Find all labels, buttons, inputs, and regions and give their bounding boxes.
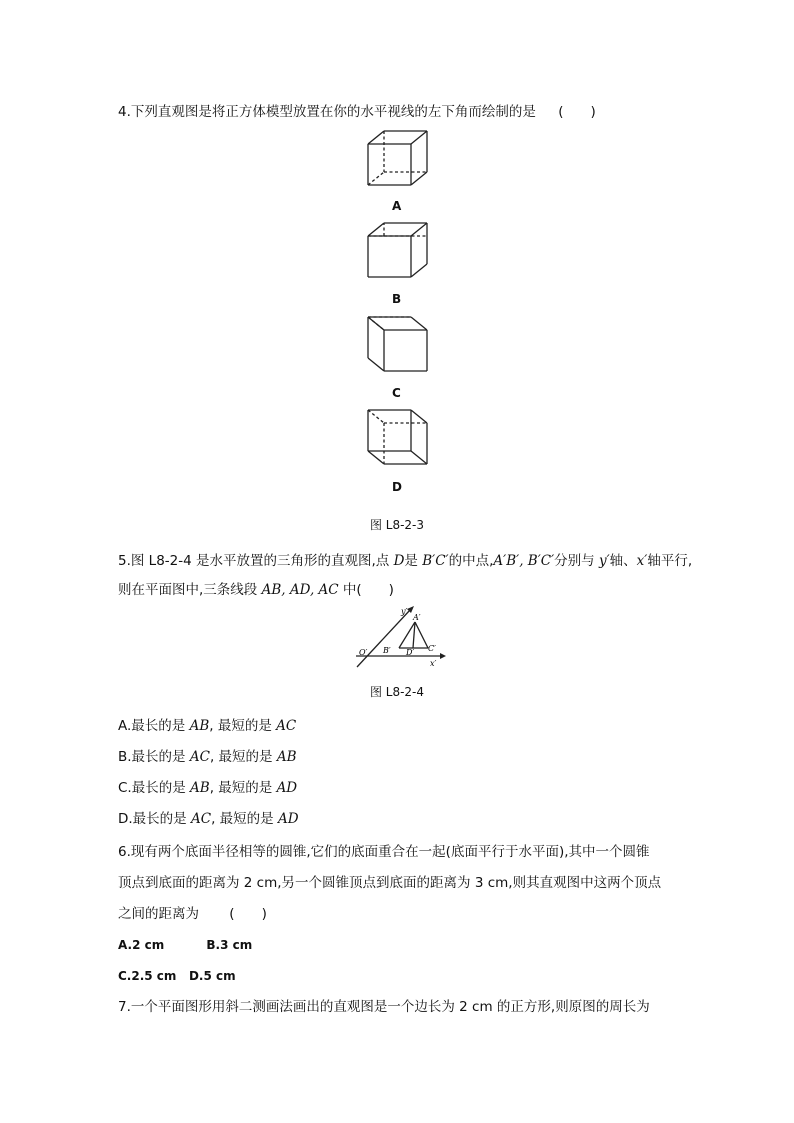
- q4-figure-caption: 图 L8-2-3: [369, 518, 425, 532]
- q5-figure-caption: 图 L8-2-4: [369, 685, 425, 699]
- q5-text: 分别与: [554, 553, 599, 569]
- q5-stem-line2: [118, 581, 394, 599]
- cube-a-hidden-edge: [368, 172, 384, 185]
- q5-option-var: AB: [190, 780, 210, 796]
- y-axis-line: [357, 610, 410, 667]
- q5-text: 轴平行,: [647, 553, 693, 569]
- q5-stem-line1: [118, 552, 692, 570]
- q5-text: 则在平面图中,三条线段: [118, 582, 262, 598]
- fig-label-x: x′: [430, 659, 437, 668]
- q5-text: 的中点,: [448, 553, 494, 569]
- q6-answer-paren: ( ): [229, 906, 267, 922]
- fig-label-o: O′: [359, 648, 368, 657]
- q5-option-text: C.最长的是: [118, 780, 191, 796]
- q5-text: 5.图 L8-2-4 是水平放置的三角形的直观图,点: [118, 553, 394, 569]
- q5-text: 中( ): [338, 582, 394, 598]
- q4-option-b-label: B: [392, 292, 402, 306]
- q6-options-row2: C.2.5 cm D.5 cm: [118, 969, 236, 983]
- q5-point-d: D: [393, 553, 405, 569]
- q5-option-a: [118, 717, 296, 735]
- q5-option-text: , 最短的是: [209, 780, 277, 796]
- q6-options-row1: [118, 936, 252, 954]
- q5-option-text: B.最长的是: [118, 749, 190, 765]
- q5-segment-bc: B′C′: [422, 553, 449, 569]
- q5-option-var: AB: [276, 749, 297, 765]
- q5-option-text: , 最短的是: [209, 749, 277, 765]
- oblique-triangle-figure: [352, 604, 452, 670]
- q5-segments: A′B′, B′C′: [493, 553, 555, 569]
- cube-d-hidden-edge: [368, 410, 384, 423]
- q5-x-axis: x′: [636, 553, 648, 569]
- cube-figure-a: [365, 128, 435, 188]
- q6-option-b: B.3 cm: [206, 938, 253, 952]
- cube-a-edge: [411, 131, 427, 144]
- cube-figure-b: [365, 220, 435, 280]
- x-axis-arrow: [440, 653, 446, 659]
- fig-label-b: B′: [383, 646, 391, 655]
- q6-stem-line1: 6.现有两个底面半径相等的圆锥,它们的底面重合在一起(底面平行于水平面),其中一个圆锥: [118, 844, 650, 860]
- q5-option-b: [118, 748, 297, 766]
- cube-c-edge: [368, 358, 384, 371]
- q4-stem-text: 4.下列直观图是将正方体模型放置在你的水平视线的左下角而绘制的是: [118, 104, 536, 120]
- cube-b-edge: [411, 264, 427, 277]
- q5-option-text: , 最短的是: [211, 811, 278, 827]
- q4-option-d-label: D: [392, 480, 402, 494]
- cube-b-edge: [411, 223, 427, 236]
- q5-option-text: , 最短的是: [209, 718, 277, 734]
- q5-option-text: D.最长的是: [118, 811, 191, 827]
- cube-a-edge: [411, 172, 427, 185]
- q6-stem-line3: [118, 905, 267, 923]
- q5-option-d: [118, 810, 299, 828]
- q5-option-var: AB: [189, 718, 210, 734]
- q5-option-var: AC: [189, 749, 210, 765]
- fig-label-d: D′: [406, 648, 415, 657]
- q6-stem-text: 之间的距离为: [118, 906, 199, 922]
- triangle-side-ac: [415, 622, 428, 648]
- q5-option-var: AC: [190, 811, 212, 827]
- q5-segment-list: AB, AD, AC: [261, 582, 339, 598]
- q5-option-var: AD: [277, 811, 299, 827]
- q6-stem-line2: 顶点到底面的距离为 2 cm,另一个圆锥顶点到底面的距离为 3 cm,则其直观图中这两个顶点: [118, 875, 662, 891]
- cube-d-edge: [411, 410, 427, 423]
- cube-d-edge: [368, 451, 384, 464]
- cube-figure-d: [365, 407, 435, 467]
- q5-option-var: AC: [276, 718, 297, 734]
- cube-b-edge: [368, 223, 384, 236]
- q4-stem: [118, 103, 596, 121]
- q5-text: 轴、: [609, 553, 637, 569]
- cube-figure-c: [365, 314, 435, 374]
- triangle-side-ab: [399, 622, 415, 648]
- q4-option-a-label: A: [392, 199, 402, 213]
- cube-a-edge: [368, 131, 384, 144]
- q5-text: 是: [404, 553, 423, 569]
- q5-option-c: [118, 779, 297, 797]
- fig-label-c: C′: [428, 644, 436, 653]
- q5-option-text: A.最长的是: [118, 718, 190, 734]
- q7-stem-line1: 7.一个平面图形用斜二测画法画出的直观图是一个边长为 2 cm 的正方形,则原图的周长为: [118, 999, 650, 1015]
- q4-answer-paren: ( ): [558, 104, 596, 120]
- q4-option-c-label: C: [392, 386, 401, 400]
- cube-c-edge: [411, 317, 427, 330]
- fig-label-a: A′: [413, 613, 421, 622]
- q5-y-axis: y′: [598, 553, 610, 569]
- cube-d-edge: [411, 451, 427, 464]
- q6-option-a: A.2 cm: [118, 938, 165, 952]
- q5-option-var: AD: [276, 780, 298, 796]
- fig-label-y: y′: [401, 607, 408, 616]
